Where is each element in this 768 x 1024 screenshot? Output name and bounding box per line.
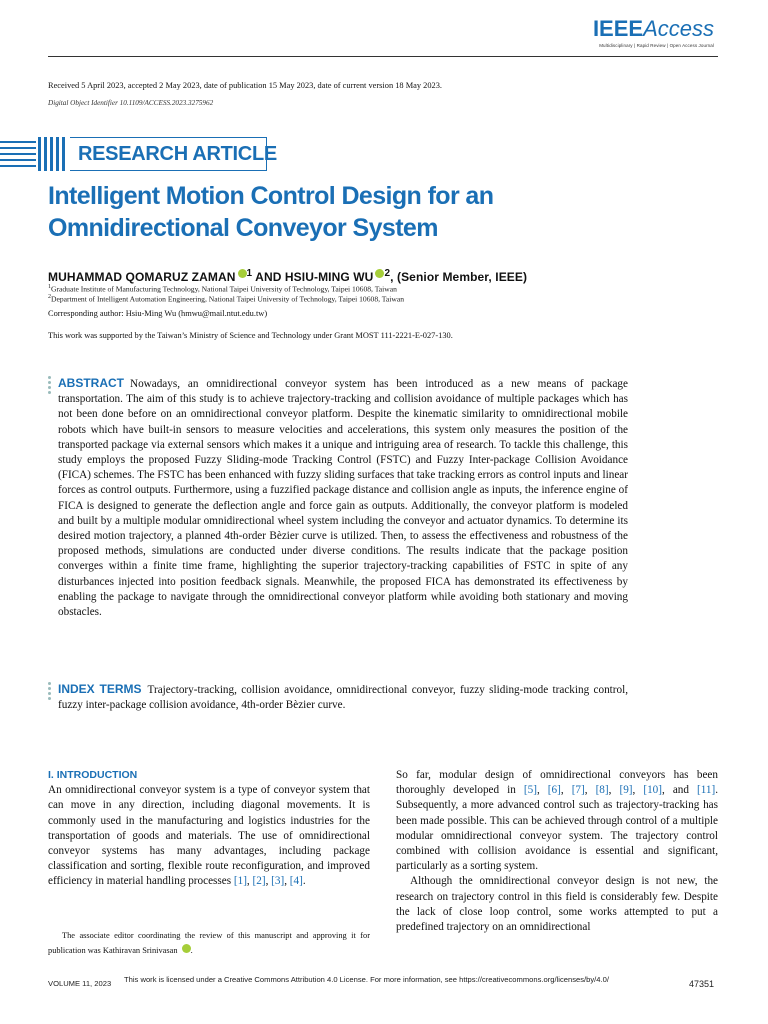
affiliation-1: $^1$Graduate Institute of Manufacturing Technology, National Taipei University of Technology, Taipei 10608, Taiwan <box>48 284 397 294</box>
intro-paragraph-2-text-b: Subsequently, a more advanced control such as trajectory-tracking has been made possible. This can be achieved through control of a multiple modular omnidirectional conveyor system. The trajectory control combined with collision avoidance is essential and significant, particularly as a sorting system. <box>396 799 718 873</box>
editor-footnote-text: The associate editor coordinating the review of this manuscript and approving it for publication was Kathiravan Srinivasan <box>48 931 370 955</box>
abstract-marker <box>48 376 51 396</box>
author-list <box>48 268 527 284</box>
body-left-column <box>48 768 370 890</box>
author-2-affil: 2 <box>384 268 391 279</box>
body-right-column <box>396 768 718 935</box>
section-heading-introduction: I. INTRODUCTION <box>48 769 138 781</box>
corresponding-author: Corresponding author: Hsiu-Ming Wu (hmwu@mail.ntut.edu.tw) <box>48 309 268 318</box>
citation-link[interactable]: [9] <box>619 784 633 797</box>
abstract-text: Nowadays, an omnidirectional conveyor system has been introduced as a new means of package transportation. The aim of this study is to achieve trajectory-tracking and collision avoidance of multiple packages which has not been done before on an omnidirectional conveyor platform. Despite the kinematic similarity to omnidirectional mobile robots which have built-in sensors to measure velocities and accelerations, this system only measures the position of the transported package via external sensors which makes it a unique and intriguing area of research. To tackle this challenge, this study employs the proposed Fuzzy Sliding-mode Tracking Control (FSTC) and Fuzzy Inter-package Collision Avoidance (FICA) schemes. The FSTC has been enhanced with fuzzy sliding surfaces that take tracking errors as control inputs and linear forces as control outputs. Furthermore, using a fuzzified package distance and collision angle as inputs, the inference engine of FICA is designed to generate the deflection angle and force gain as outputs. Additionally, the conveyor platform is modeled and built by a multiple modular omnidirectional wheel system including the conveyor and actuator dynamics. To determine its desired motion trajectory, a planned 4th-order Bèzier curve is utilized. Then, to assess the effectiveness and robustness of the proposed methods, simulations are conducted under diverse conditions. The results indicate that the package position converges within a finite time frame, highlighting the superior trajectory-tracking capabilities of FSTC in spite of any disturbances injected into position feedback signals. Meanwhile, the proposed FICA has demonstrated its effectiveness by enabling the package to navigate through the omnidirectional conveyor platform while avoiding both stationary and moving obstacles. <box>58 378 628 619</box>
citation-link[interactable]: [5] <box>523 784 537 797</box>
orcid-icon[interactable] <box>238 269 247 278</box>
doi-line: Digital Object Identifier 10.1109/ACCESS.2023.3275962 <box>48 99 214 107</box>
footer-license: This work is licensed under a Creative Commons Attribution 4.0 License. For more information, see https://creativecommons.org/licenses/by/4.0/ <box>124 975 609 984</box>
intro-paragraph-1: An omnidirectional conveyor system is a type of conveyor system that can move in any direction, including diagonal movements. It is commonly used in the manufacturing and logistics industries for the transportation of goods and materials. The use of omnidirectional conveyor systems has many advantages, including package classification and sorting, flexible route reconfiguration, and improved efficiency in material handling processes [1], [2], [3], [4]. <box>48 784 370 888</box>
citation-link[interactable]: [3] <box>271 875 285 888</box>
paper-title-line-2: Omnidirectional Conveyor System <box>48 214 438 242</box>
journal-tagline: Multidisciplinary | Rapid Review | Open Access Journal <box>599 43 714 48</box>
journal-brand-bold: IEEE <box>592 16 644 41</box>
paper-title <box>48 180 708 244</box>
citation-link[interactable]: [2] <box>252 875 266 888</box>
affiliation-2: $^2$Department of Intelligent Automation Engineering, National Taipei University of Technology, Taipei 10608, Taiwan <box>48 294 405 304</box>
header-divider <box>48 56 718 57</box>
abstract-label: ABSTRACT <box>58 376 124 390</box>
citation-link[interactable]: [10] <box>643 784 662 797</box>
index-terms-marker <box>48 682 51 702</box>
citation-link[interactable]: [1] <box>233 875 247 888</box>
citation-link[interactable]: [4] <box>289 875 303 888</box>
abstract <box>58 376 628 620</box>
citation-link[interactable]: [7] <box>571 784 585 797</box>
intro-paragraph-3: Although the omnidirectional conveyor design is not new, the research on trajectory control in this field is considerably few. Despite the lack of close loop control, some works attempted to put a predefined trajectory on an omnidirectional <box>396 875 718 934</box>
funding-note: This work was supported by the Taiwan’s Ministry of Science and Technology under Grant MOST 111-2221-E-027-130. <box>48 331 453 340</box>
author-2: AND HSIU-MING WU <box>252 270 374 284</box>
citation-link[interactable]: [11] <box>697 784 716 797</box>
index-terms-text: Trajectory-tracking, collision avoidance, omnidirectional conveyor, fuzzy sliding-mode tracking control, fuzzy inter-package collision avoidance, 4th-order Bèzier curve. <box>58 684 628 712</box>
index-terms <box>58 682 628 713</box>
footer-volume: VOLUME 11, 2023 <box>48 979 112 988</box>
article-type-banner <box>0 137 280 171</box>
citation-link[interactable]: [8] <box>595 784 609 797</box>
orcid-icon[interactable] <box>182 944 191 953</box>
author-suffix: , (Senior Member, IEEE) <box>390 270 528 284</box>
paper-title-line-1: Intelligent Motion Control Design for an <box>48 182 494 210</box>
index-terms-label: INDEX TERMS <box>58 682 142 696</box>
intro-paragraph-2: So far, modular design of omnidirectional conveyors has been thoroughly developed in [5], [6], [7], [8], [9], [10], and [11]. Subsequently, a more advanced control such as trajectory-tracking has been made possible. This can be achieved through control of a multiple modular omnidirectional conveyor system. The trajectory control combined with collision avoidance is essential and significant, particularly as a sorting system. <box>396 769 719 873</box>
journal-logo <box>593 18 714 48</box>
author-1-affil: 1 <box>246 268 253 279</box>
footer-page-number: 47351 <box>688 979 714 989</box>
journal-brand-italic: Access <box>643 16 714 41</box>
author-1: MUHAMMAD QOMARUZ ZAMAN <box>48 270 236 284</box>
citation-link[interactable]: [6] <box>547 784 561 797</box>
intro-paragraph-2-text-a: So far, modular design of omnidirectional conveyors has been thoroughly developed in <box>396 769 718 797</box>
article-type-label: RESEARCH ARTICLE <box>78 143 277 165</box>
intro-paragraph-1-text: An omnidirectional conveyor system is a type of conveyor system that can move in any direction, including diagonal movements. It is commonly used in the manufacturing and logistics industries for the transportation of goods and materials. The use of omnidirectional conveyor systems has many advantages, including package classification and sorting, flexible route reconfiguration, and improved efficiency in material handling processes <box>48 784 370 888</box>
received-line: Received 5 April 2023, accepted 2 May 2023, date of publication 15 May 2023, date of current version 18 May 2023. <box>48 81 442 90</box>
editor-footnote: The associate editor coordinating the review of this manuscript and approving it for publication was Kathiravan Srinivasan . <box>48 931 370 955</box>
